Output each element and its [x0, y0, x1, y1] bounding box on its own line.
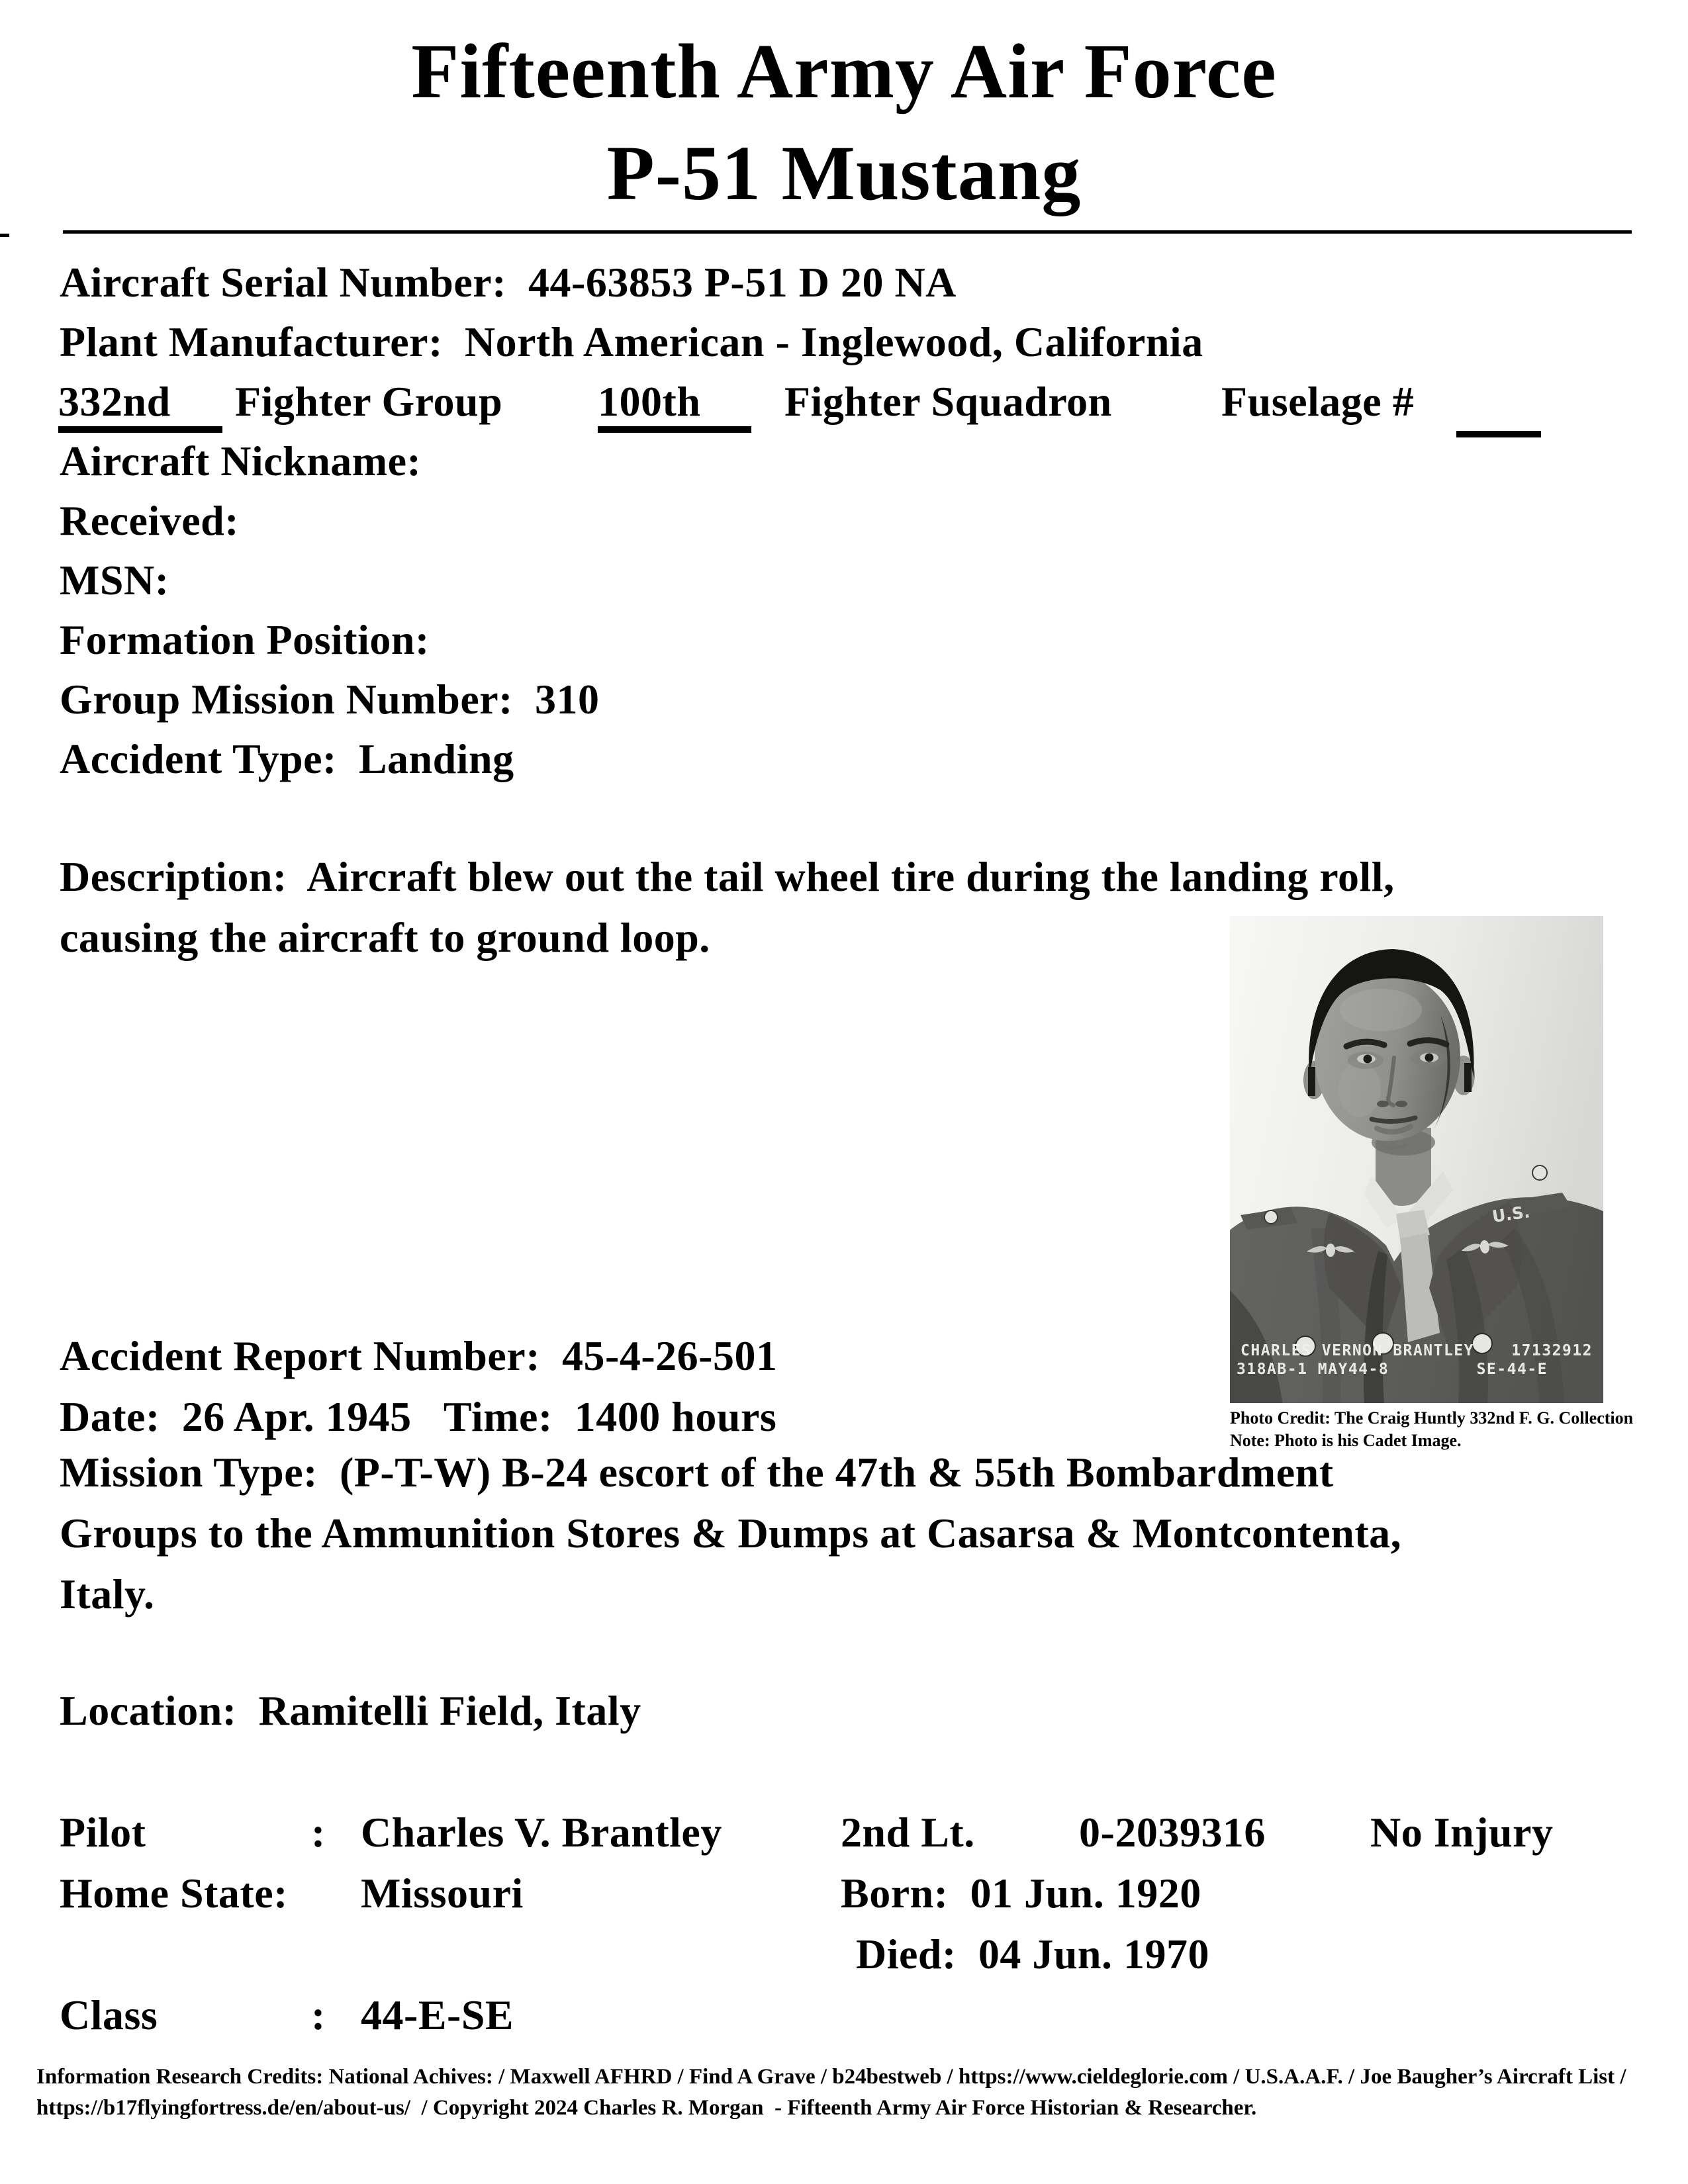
mission-type-line3: Italy. [60, 1570, 155, 1617]
formation-position-line: Formation Position: [60, 616, 430, 663]
home-state-value: Missouri [361, 1870, 524, 1917]
title-divider-rule [63, 230, 1632, 234]
home-state-label: Home State: [60, 1870, 288, 1917]
svg-text:CHARLES VERNON BRANTLEY: CHARLES VERNON BRANTLEY [1241, 1342, 1474, 1359]
fuselage-number-blank-underline [1456, 431, 1541, 437]
svg-text:U.S.: U.S. [1491, 1202, 1532, 1226]
fighter-squadron-label: Fighter Squadron [784, 378, 1112, 425]
plant-manufacturer-line: Plant Manufacturer: North American - Inglewood, California [60, 318, 1203, 365]
svg-text:17132912: 17132912 [1511, 1342, 1593, 1359]
class-label: Class [60, 1991, 158, 2038]
serial-number-line: Aircraft Serial Number: 44-63853 P-51 D 20 NA [60, 259, 957, 306]
left-margin-tick [0, 234, 9, 237]
group-mission-number-line: Group Mission Number: 310 [60, 676, 600, 723]
pilot-service-number: 0-2039316 [1079, 1809, 1266, 1856]
accident-report-number-line: Accident Report Number: 45-4-26-501 [60, 1332, 778, 1379]
description-line1: Description: Aircraft blew out the tail wheel tire during the landing roll, [60, 853, 1395, 900]
fighter-group-label: Fighter Group [235, 378, 503, 425]
pilot-colon: : [311, 1809, 326, 1856]
class-value: 44-E-SE [361, 1991, 514, 2038]
class-colon: : [311, 1991, 326, 2038]
location-line: Location: Ramitelli Field, Italy [60, 1687, 641, 1734]
pilot-born-date: Born: 01 Jun. 1920 [841, 1870, 1201, 1917]
received-line: Received: [60, 497, 240, 544]
accident-type-line: Accident Type: Landing [60, 735, 514, 782]
pilot-name: Charles V. Brantley [361, 1809, 722, 1856]
date-time-line: Date: 26 Apr. 1945 Time: 1400 hours [60, 1393, 777, 1440]
pilot-rank: 2nd Lt. [841, 1809, 975, 1856]
nickname-line: Aircraft Nickname: [60, 437, 422, 484]
pilot-portrait-art [1230, 916, 1603, 1403]
description-line2: causing the aircraft to ground loop. [60, 914, 710, 961]
fuselage-number-label: Fuselage # [1221, 378, 1415, 425]
fighter-group-value: 332nd [58, 377, 222, 433]
photo-credit-caption: Photo Credit: The Craig Huntly 332nd F. G. Collection [1230, 1408, 1634, 1428]
page-title-line1: Fifteenth Army Air Force [411, 28, 1277, 114]
footer-credits-line1: Information Research Credits: National Achives: / Maxwell AFHRD / Find A Grave / b24bestweb / https://www.cieldeglorie.com / U.S.A.A.F. / Joe Baugher’s Aircraft List / [36, 2065, 1626, 2089]
pilot-portrait-photo [1230, 916, 1603, 1403]
pilot-died-date: Died: 04 Jun. 1970 [856, 1931, 1209, 1978]
svg-text:SE-44-E: SE-44-E [1476, 1361, 1548, 1378]
msn-line: MSN: [60, 557, 169, 604]
svg-text:318AB-1 MAY44-8: 318AB-1 MAY44-8 [1237, 1361, 1389, 1378]
pilot-injury-status: No Injury [1370, 1809, 1554, 1856]
footer-credits-line2: https://b17flyingfortress.de/en/about-us/ / Copyright 2024 Charles R. Morgan - Fifteenth Army Air Force Historian & Researcher. [36, 2096, 1257, 2120]
mission-type-line1: Mission Type: (P-T-W) B-24 escort of the 47th & 55th Bombardment [60, 1449, 1334, 1496]
page-title-line2: P-51 Mustang [606, 130, 1082, 216]
pilot-label: Pilot [60, 1809, 146, 1856]
fighter-squadron-value: 100th [598, 377, 751, 433]
mission-type-line2: Groups to the Ammunition Stores & Dumps at Casarsa & Montcontenta, [60, 1510, 1402, 1557]
photo-note-caption: Note: Photo is his Cadet Image. [1230, 1431, 1462, 1450]
